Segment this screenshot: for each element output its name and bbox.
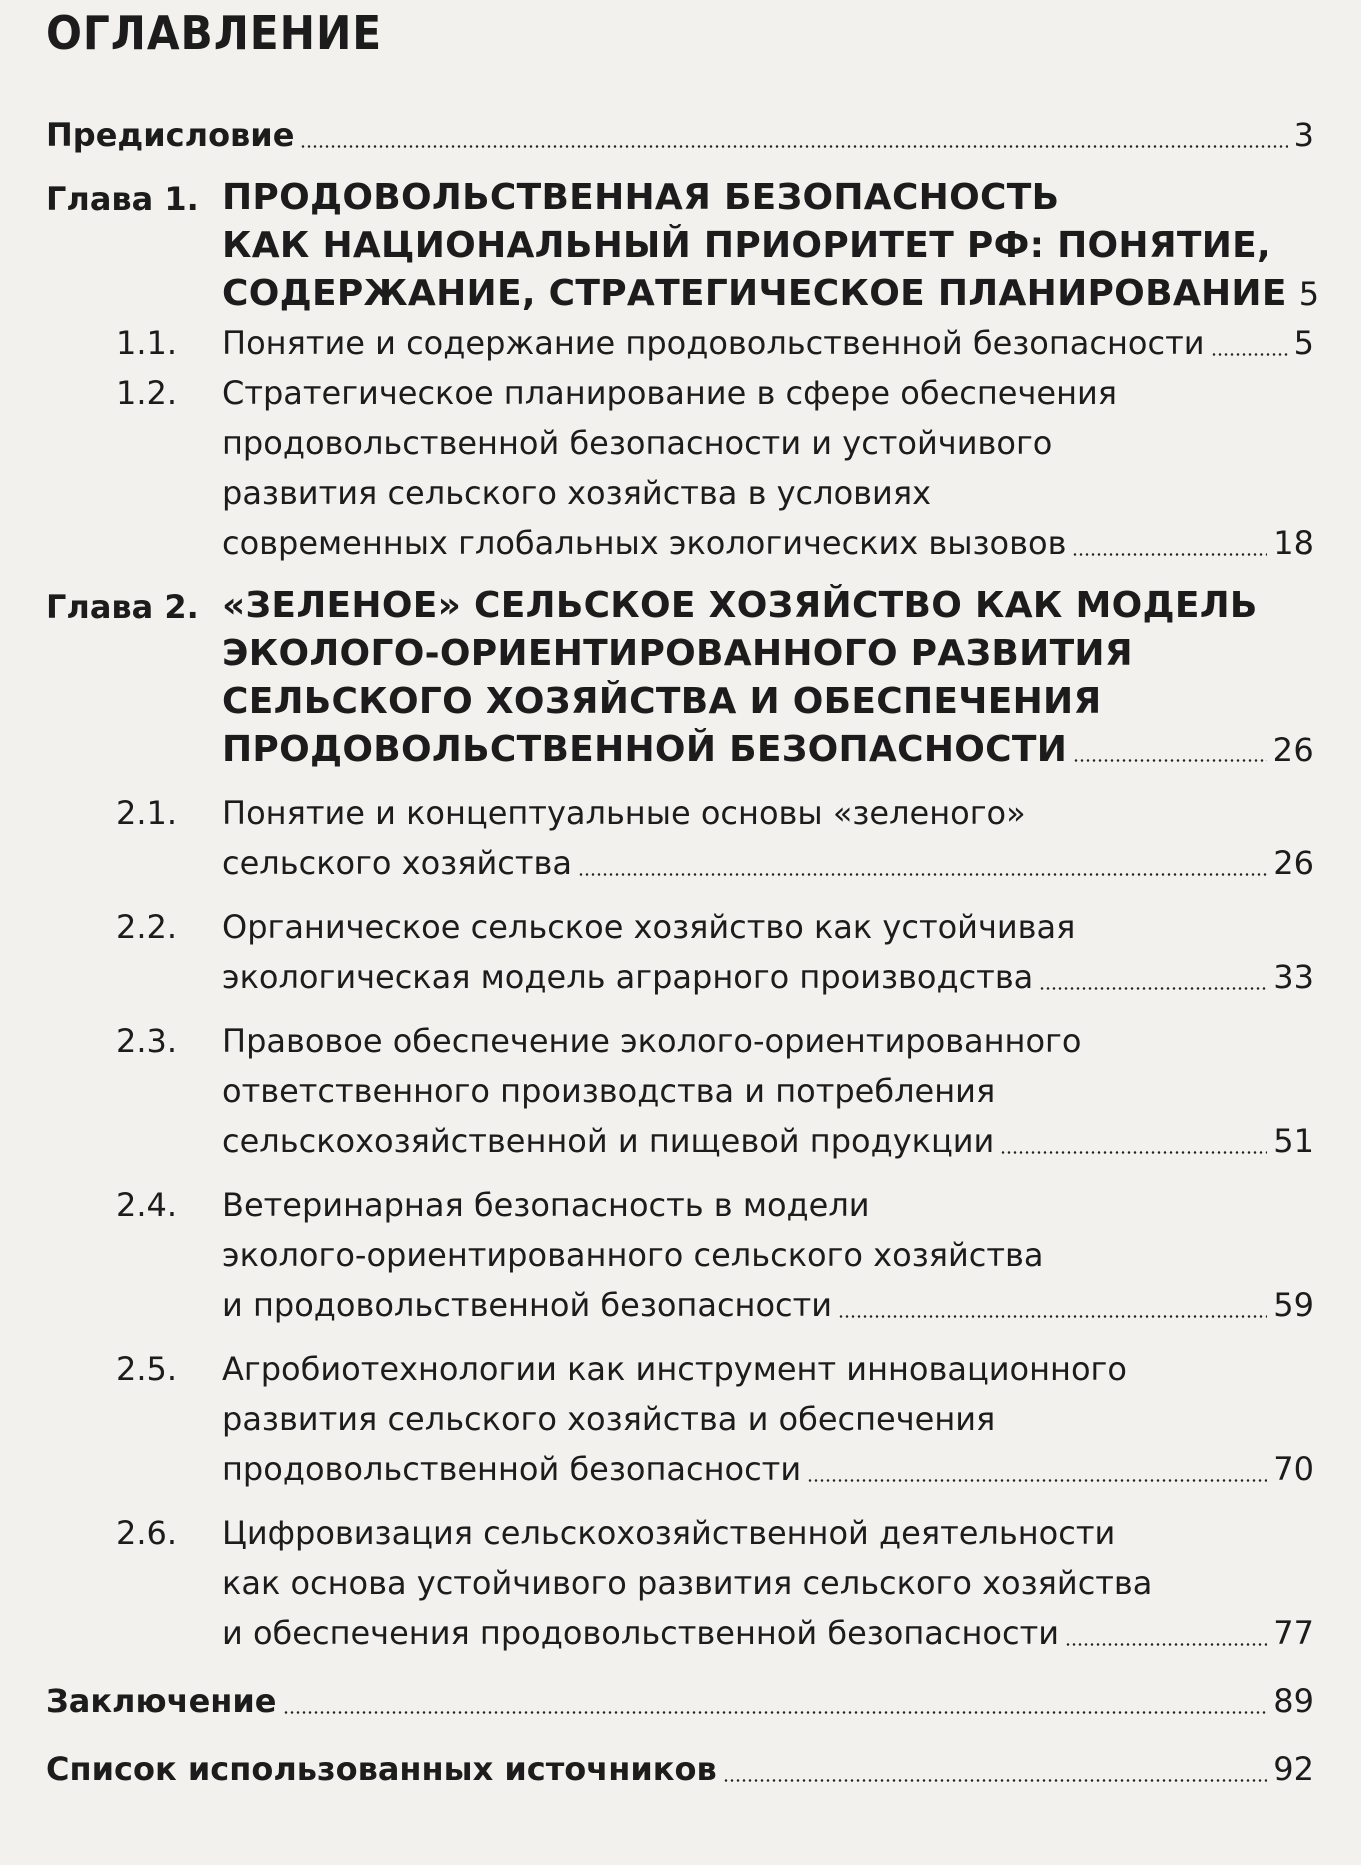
section-title-line: Понятие и концептуальные основы «зеленого» — [222, 794, 1026, 832]
section-number: 1.1. — [116, 324, 178, 362]
section-title-line: Понятие и содержание продовольственной безопасности — [222, 324, 1205, 362]
chapter-title-line: ЭКОЛОГО-ОРИЕНТИРОВАННОГО РАЗВИТИЯ — [222, 633, 1133, 674]
section-title-line: современных глобальных экологических вызовов — [222, 524, 1067, 562]
entry-label: Заключение — [46, 1682, 277, 1720]
entry-label: Список использованных источников — [46, 1750, 717, 1788]
dot-leader — [300, 145, 1287, 148]
page-number: 5 — [1293, 324, 1314, 362]
dot-leader — [838, 1315, 1267, 1318]
section-title-line: ответственного производства и потребления — [222, 1072, 996, 1110]
section-title-line: Цифровизация сельскохозяйственной деятельности — [222, 1514, 1116, 1552]
section-number: 2.6. — [116, 1514, 178, 1552]
section-title-line: и продовольственной безопасности — [222, 1286, 833, 1324]
toc-section-1-1 — [46, 318, 1314, 368]
page-number: 26 — [1273, 844, 1314, 882]
section-title-line: Стратегическое планирование в сфере обеспечения — [222, 374, 1118, 412]
toc-section-2-1 — [46, 788, 1314, 888]
page-number: 33 — [1273, 958, 1314, 996]
section-number: 2.5. — [116, 1350, 178, 1388]
chapter-title-line: СОДЕРЖАНИЕ, СТРАТЕГИЧЕСКОЕ ПЛАНИРОВАНИЕ — [222, 273, 1287, 314]
chapter-title-line: ПРОДОВОЛЬСТВЕННОЙ БЕЗОПАСНОСТИ — [222, 729, 1068, 770]
dot-leader — [1073, 759, 1267, 762]
toc-section-2-5 — [46, 1344, 1314, 1494]
page-number: 59 — [1273, 1286, 1314, 1324]
page-number: 5 — [1298, 275, 1320, 313]
toc-chapter-1 — [46, 174, 1320, 318]
page-number: 89 — [1273, 1682, 1314, 1720]
toc-entry-conclusion — [46, 1676, 1314, 1726]
section-title-line: экологическая модель аграрного производства — [222, 958, 1034, 996]
page-number: 51 — [1273, 1122, 1314, 1160]
toc-section-2-2 — [46, 902, 1314, 1002]
table-of-contents — [46, 110, 1320, 1794]
chapter-title-line: СЕЛЬСКОГО ХОЗЯЙСТВА И ОБЕСПЕЧЕНИЯ — [222, 681, 1102, 722]
dot-leader — [578, 873, 1267, 876]
section-title-line: продовольственной безопасности — [222, 1450, 802, 1488]
page-number: 70 — [1273, 1450, 1314, 1488]
toc-entry-preface — [46, 110, 1314, 160]
section-number: 2.1. — [116, 794, 178, 832]
page-number: 3 — [1293, 116, 1314, 154]
toc-section-2-4 — [46, 1180, 1314, 1330]
page-number: 26 — [1272, 731, 1314, 769]
section-number: 1.2. — [116, 374, 178, 412]
dot-leader — [1065, 1643, 1267, 1646]
chapter-title-line: КАК НАЦИОНАЛЬНЫЙ ПРИОРИТЕТ РФ: ПОНЯТИЕ, — [222, 225, 1272, 266]
toc-section-1-2 — [46, 368, 1314, 568]
toc-section-2-3 — [46, 1016, 1314, 1166]
section-title-line: сельского хозяйства — [222, 844, 572, 882]
dot-leader — [723, 1779, 1268, 1782]
section-title-line: Правовое обеспечение эколого-ориентированного — [222, 1022, 1082, 1060]
section-title-line: Ветеринарная безопасность в модели — [222, 1186, 870, 1224]
page-number: 92 — [1273, 1750, 1314, 1788]
entry-label: Предисловие — [46, 116, 295, 154]
section-title-line: Агробиотехнологии как инструмент инновационного — [222, 1350, 1127, 1388]
toc-chapter-2 — [46, 582, 1314, 774]
section-title-line: сельскохозяйственной и пищевой продукции — [222, 1122, 995, 1160]
chapter-number: Глава 1. — [46, 180, 199, 218]
toc-entry-sources — [46, 1744, 1314, 1794]
page-number: 77 — [1273, 1614, 1314, 1652]
section-title-line: продовольственной безопасности и устойчивого — [222, 424, 1053, 462]
section-title-line: как основа устойчивого развития сельского хозяйства — [222, 1564, 1153, 1602]
section-number: 2.2. — [116, 908, 178, 946]
dot-leader — [1039, 987, 1267, 990]
page-number: 18 — [1273, 524, 1314, 562]
dot-leader — [1211, 353, 1288, 356]
dot-leader — [1000, 1151, 1267, 1154]
section-number: 2.4. — [116, 1186, 178, 1224]
dot-leader — [1072, 553, 1267, 556]
chapter-number: Глава 2. — [46, 588, 199, 626]
dot-leader — [807, 1479, 1267, 1482]
section-title-line: эколого-ориентированного сельского хозяйства — [222, 1236, 1044, 1274]
section-title-line: и обеспечения продовольственной безопасности — [222, 1614, 1060, 1652]
section-title-line: развития сельского хозяйства и обеспечения — [222, 1400, 996, 1438]
chapter-title-line: ПРОДОВОЛЬСТВЕННАЯ БЕЗОПАСНОСТЬ — [222, 177, 1060, 218]
section-number: 2.3. — [116, 1022, 178, 1060]
chapter-title-line: «ЗЕЛЕНОЕ» СЕЛЬСКОЕ ХОЗЯЙСТВО КАК МОДЕЛЬ — [222, 585, 1258, 626]
toc-section-2-6 — [46, 1508, 1314, 1658]
section-title-line: Органическое сельское хозяйство как устойчивая — [222, 908, 1076, 946]
page-title: ОГЛАВЛЕНИЕ — [46, 6, 383, 60]
dot-leader — [283, 1711, 1268, 1714]
section-title-line: развития сельского хозяйства в условиях — [222, 474, 931, 512]
